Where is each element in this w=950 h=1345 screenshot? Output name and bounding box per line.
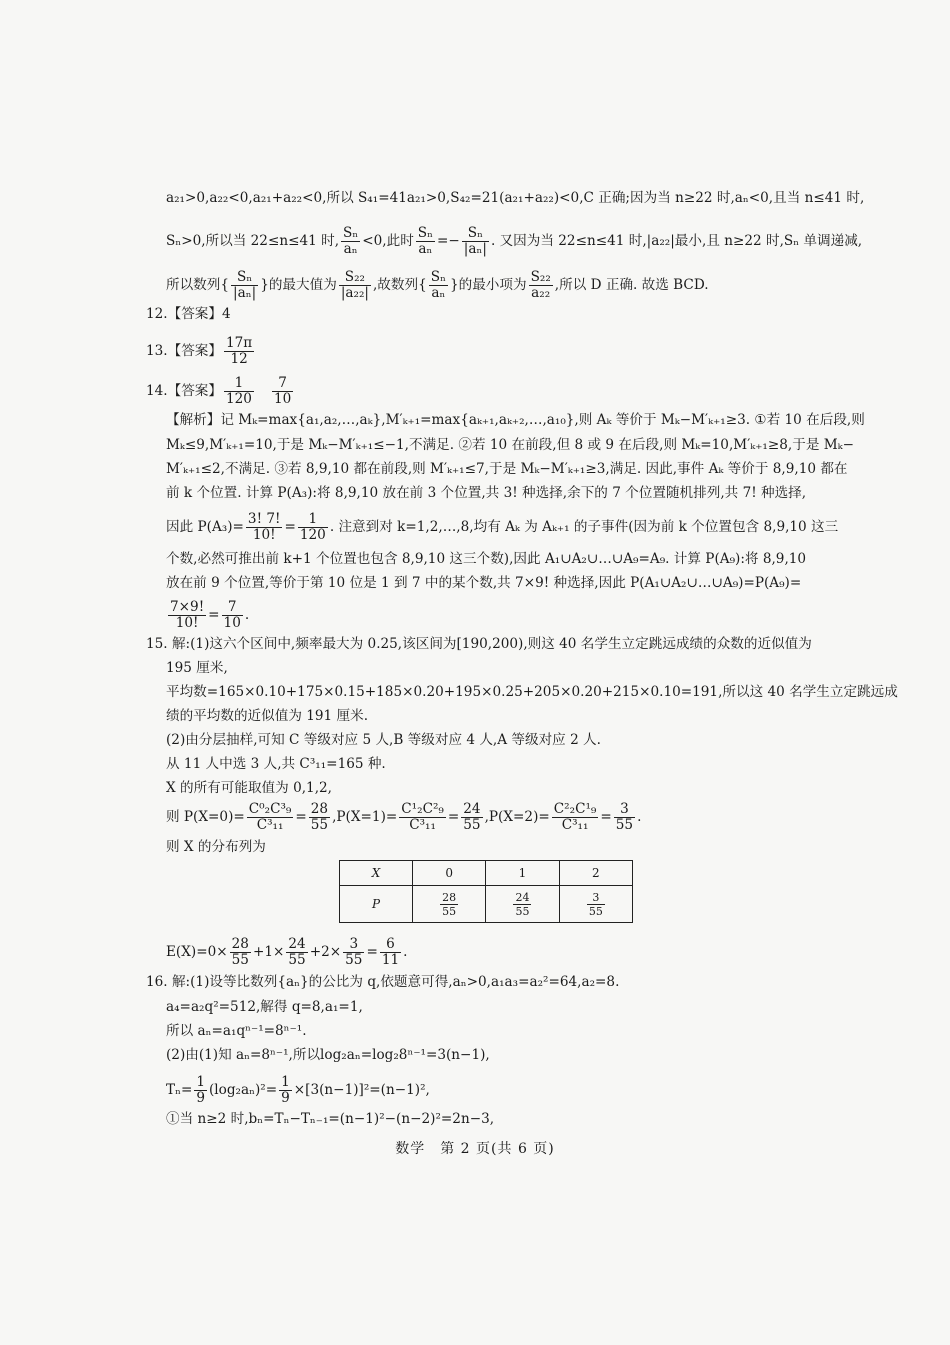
distribution-table: [339, 860, 633, 923]
q16-line-1: 16. 解:(1)设等比数列{aₙ}的公比为 q,依题意可得,aₙ>0,a₁a₃=a₂²=64,a₂=8.: [146, 974, 620, 990]
fraction-result: $\frac{1}{120}$: [299, 511, 326, 543]
q14-solution-line-2: Mₖ≤9,M′ₖ₊₁=10,于是 Mₖ−M′ₖ₊₁≤−1,不满足. ②若 10 在前段,但 8 或 9 在后段,则 Mₖ=10,M′ₖ₊₁≥8,于是 Mₖ−: [166, 437, 854, 453]
q16-line-5: Tₙ= $\frac{1}{9}$ (log₂aₙ)²= $\frac{1}{9}$ ×[3(n−1)]²=(n−1)²,: [166, 1074, 430, 1106]
q16-line-2: a₄=a₂q²=512,解得 q=8,a₁=1,: [166, 999, 363, 1015]
q15-line-3: 平均数=165×0.10+175×0.15+185×0.20+195×0.25+205×0.20+215×0.10=191,所以这 40 名学生立定跳远成: [166, 684, 898, 700]
q14-solution-line-7: 放在前 9 个位置,等价于第 10 位是 1 到 7 中的某个数,共 7×9! 种选择,因此 P(A₁∪A₂∪…∪A₉)=P(A₉)=: [166, 575, 802, 591]
fraction-sn-over-an: $\frac{\text{Sₙ}}{\text{aₙ}}$: [430, 269, 446, 301]
fraction-combination: $\frac{\text{C²₂C¹₉}}{\text{C³₁₁}}$: [553, 801, 597, 833]
q14-solution-line-6: 个数,必然可推出前 k+1 个位置也包含 8,9,10 这三个数),因此 A₁∪A₂∪…∪A₉=A₉. 计算 P(A₉):将 8,9,10: [166, 551, 807, 567]
fraction-perm: $\frac{7\times 9!}{10!}$: [170, 599, 205, 631]
q15-line-7: X 的所有可能取值为 0,1,2,: [166, 780, 332, 796]
q14-solution-line-4: 前 k 个位置. 计算 P(A₃):将 8,9,10 放在前 3 个位置,共 3! 种选择,余下的 7 个位置随机排列,共 7! 种选择,: [166, 485, 807, 501]
table-cell: [486, 886, 559, 923]
q15-line-5: (2)由分层抽样,可知 C 等级对应 5 人,B 等级对应 4 人,A 等级对应 2 人.: [166, 732, 601, 748]
q16-line-4: (2)由(1)知 aₙ=8ⁿ⁻¹,所以log₂aₙ=log₂8ⁿ⁻¹=3(n−1),: [166, 1047, 490, 1063]
fraction-probability: $\frac{3}{55}$: [345, 936, 363, 968]
fraction-probability: $\frac{28}{55}$: [442, 890, 457, 918]
q13-answer: 13.【答案】 $\frac{17\pi}{12}$: [146, 335, 253, 367]
fraction-combination: $\frac{\text{C¹₂C²₉}}{\text{C³₁₁}}$: [401, 801, 444, 833]
q16-line-3: 所以 aₙ=a₁qⁿ⁻¹=8ⁿ⁻¹.: [166, 1023, 307, 1039]
q12-answer: 12.【答案】4: [146, 306, 231, 322]
q14-solution-line-5: 因此 P(A₃)= $\frac{3! 7!}{10!}$ = $\frac{1}{120}$ . 注意到对 k=1,2,…,8,均有 Aₖ 为 Aₖ₊₁ 的子事件(因为前 k 个位置包含 8,9,10 这三: [166, 511, 839, 543]
q15-line-2: 195 厘米,: [166, 660, 228, 676]
table-cell: 1: [486, 861, 559, 886]
q14-solution-line-3: M′ₖ₊₁≤2,不满足. ③若 8,9,10 都在前段,则 M′ₖ₊₁≤7,于是 Mₖ−M′ₖ₊₁≥3,满足. 因此,事件 Aₖ 等价于 8,9,10 都在: [166, 461, 848, 477]
q14-answer: 14.【答案】 $\frac{1}{120}$ $\frac{7}{10}$: [146, 375, 292, 407]
table-cell: 2: [559, 861, 632, 886]
q14-fraction-1: $\frac{1}{120}$: [226, 375, 252, 407]
fraction-probability: $\frac{28}{55}$: [231, 936, 249, 968]
fraction-combination: $\frac{\text{C⁰₂C³₉}}{\text{C³₁₁}}$: [248, 801, 292, 833]
table-header-p: P: [340, 886, 413, 923]
q11-line-3: 所以数列{ $\frac{\text{Sₙ}}{\text{|aₙ|}}$ }的最大值为 $\frac{\text{S₂₂}}{\text{|a₂₂|}}$ ,故数列{ $\frac{\text{Sₙ}}{\text{aₙ}}$ }的最小项为 $\frac{\text{S₂₂}}{\text{a₂₂}}$ ,所以 D 正确. 故选 BCD.: [166, 269, 709, 301]
table-cell: [413, 886, 486, 923]
q15-line-8: 则 P(X=0)= $\frac{\text{C⁰₂C³₉}}{\text{C³₁₁}}$ = $\frac{28}{55}$ ,P(X=1)= $\frac{\text{C¹₂C²₉}}{\text{C³₁₁}}$ = $\frac{24}{55}$ ,P(X=2)= $\frac{\text{C²₂C¹₉}}{\text{C³₁₁}}$ = $\frac{3}{55}$ .: [166, 801, 642, 833]
fraction-result: $\frac{7}{10}$: [223, 599, 241, 631]
fraction-sn-over-abs-an: $\frac{\text{Sₙ}}{\text{|aₙ|}}$: [463, 225, 487, 257]
fraction-probability: $\frac{24}{55}$: [515, 890, 530, 918]
q11-line-2: Sₙ>0,所以当 22≤n≤41 时, $\frac{\text{Sₙ}}{\text{aₙ}}$ <0,此时 $\frac{\text{Sₙ}}{\text{aₙ}}$ =− $\frac{\text{Sₙ}}{\text{|aₙ|}}$ . 又因为当 22≤n≤41 时,|a₂₂|最小,且 n≥22 时,Sₙ 单调递减,: [166, 225, 863, 257]
fraction-sn-over-an: $\frac{\text{Sₙ}}{\text{aₙ}}$: [417, 225, 433, 257]
fraction-probability: $\frac{3}{55}$: [588, 890, 603, 918]
fraction-probability: $\frac{24}{55}$: [288, 936, 306, 968]
table-cell: [559, 886, 632, 923]
q15-expectation: E(X)=0× $\frac{28}{55}$ +1× $\frac{24}{55}$ +2× $\frac{3}{55}$ = $\frac{6}{11}$ .: [166, 936, 408, 968]
fraction-sn-over-an: $\frac{\text{Sₙ}}{\text{aₙ}}$: [343, 225, 359, 257]
q13-fraction: $\frac{17\pi}{12}$: [226, 335, 253, 367]
q14-solution-line-8: $\frac{7\times 9!}{10!}$ = $\frac{7}{10}$ .: [170, 599, 250, 631]
q15-line-9: 则 X 的分布列为: [166, 839, 266, 855]
fraction-expectation: $\frac{6}{11}$: [381, 936, 400, 968]
fraction-sn-over-abs-an: $\frac{\text{Sₙ}}{\text{|aₙ|}}$: [233, 269, 257, 301]
fraction-one-ninth: $\frac{1}{9}$: [281, 1074, 290, 1106]
fraction-s22-over-a22: $\frac{\text{S₂₂}}{\text{a₂₂}}$: [530, 269, 551, 301]
q16-line-6: ①当 n≥2 时,bₙ=Tₙ−Tₙ₋₁=(n−1)²−(n−2)²=2n−3,: [166, 1111, 495, 1127]
page-footer: 数学 第 2 页(共 6 页): [395, 1141, 555, 1157]
fraction-one-ninth: $\frac{1}{9}$: [196, 1074, 205, 1106]
table-header-x: X: [340, 861, 413, 886]
q15-line-6: 从 11 人中选 3 人,共 C³₁₁=165 种.: [166, 756, 386, 772]
q11-line-1: a₂₁>0,a₂₂<0,a₂₁+a₂₂<0,所以 S₄₁=41a₂₁>0,S₄₂=21(a₂₁+a₂₂)<0,C 正确;因为当 n≥22 时,aₙ<0,且当 n≤41 时,: [166, 190, 865, 206]
fraction-s22-over-abs-a22: $\frac{\text{S₂₂}}{\text{|a₂₂|}}$: [340, 269, 369, 301]
table-row: [340, 886, 633, 923]
fraction-probability: $\frac{28}{55}$: [310, 801, 329, 833]
q14-fraction-2: $\frac{7}{10}$: [273, 375, 292, 407]
table-row: [340, 861, 633, 886]
fraction-perm: $\frac{3! 7!}{10!}$: [247, 511, 281, 543]
q15-line-4: 绩的平均数的近似值为 191 厘米.: [166, 708, 369, 724]
table-cell: 0: [413, 861, 486, 886]
fraction-probability: $\frac{3}{55}$: [615, 801, 634, 833]
q14-solution-line-1: 【解析】记 Mₖ=max{a₁,a₂,…,aₖ},M′ₖ₊₁=max{aₖ₊₁,aₖ₊₂,…,a₁₀},则 Aₖ 等价于 Mₖ−M′ₖ₊₁≥3. ①若 10 在后段,则: [166, 412, 865, 428]
fraction-probability: $\frac{24}{55}$: [463, 801, 481, 833]
q15-line-1: 15. 解:(1)这六个区间中,频率最大为 0.25,该区间为[190,200),则这 40 名学生立定跳远成绩的众数的近似值为: [146, 636, 812, 652]
